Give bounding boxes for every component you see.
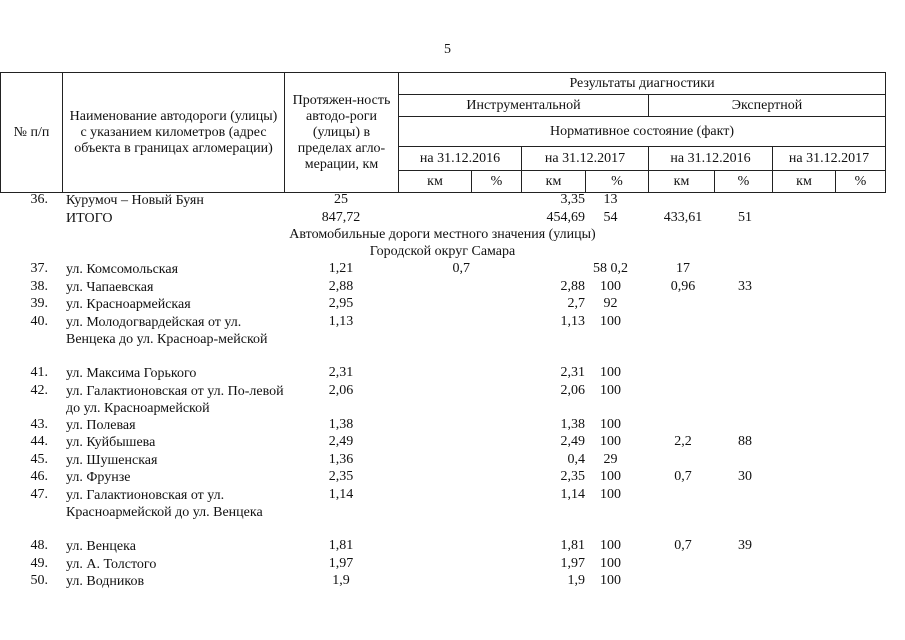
- instr-2017-km: 1,38: [560, 416, 585, 432]
- instr-2017-pct: 100: [600, 538, 621, 553]
- header-normative: Нормативное состояние (факт): [399, 117, 886, 147]
- row-number: 50.: [30, 573, 48, 588]
- header-pct: %: [472, 171, 522, 193]
- table-row: [0, 296, 885, 314]
- road-length: 2,88: [328, 278, 354, 294]
- table-row: [0, 192, 885, 210]
- row-number: 38.: [30, 278, 48, 294]
- instr-2017-km: 2,35: [560, 469, 585, 484]
- row-number: 39.: [30, 296, 48, 311]
- instr-2017-pct: 13: [603, 192, 618, 207]
- header-num: № п/п: [1, 73, 63, 193]
- road-length: 2,95: [328, 296, 354, 311]
- expert-2016-pct: 30: [738, 469, 752, 484]
- road-name: ул. Максима Горького: [66, 366, 197, 381]
- instr-2017-pct: 100: [600, 313, 621, 329]
- header-pct: %: [715, 171, 773, 193]
- expert-2016-km: 0,7: [674, 538, 692, 553]
- road-name: ул. Фрунзе: [66, 470, 131, 485]
- instr-2017-km: 2,88: [560, 278, 585, 294]
- header-km: км: [773, 171, 836, 193]
- instr-2017-pct: 100: [600, 486, 621, 502]
- row-number: 42.: [30, 382, 48, 398]
- expert-2016-km: 433,61: [663, 209, 703, 225]
- row-number: 41.: [30, 365, 48, 380]
- instr-2017-pct: 100: [600, 555, 621, 571]
- instr-2017-km: 2,06: [560, 382, 585, 398]
- road-name: ул. Галактионовская от ул. По-левой до ул. Красноармейской: [66, 383, 284, 416]
- instr-2017-km: 2,49: [560, 434, 585, 449]
- expert-2016-km: 0,7: [674, 469, 692, 484]
- road-length: 1,36: [328, 451, 354, 467]
- instr-2017-km: 0,4: [567, 451, 585, 467]
- page-number: 5: [444, 42, 451, 57]
- instr-2017-pct: 58 0,2: [593, 261, 628, 276]
- table-row: [0, 261, 885, 279]
- row-number: 46.: [30, 469, 48, 484]
- road-length: 2,31: [328, 365, 354, 380]
- table-row: [0, 417, 885, 435]
- instr-2016-km: 0,7: [452, 261, 470, 276]
- instr-2017-pct: 100: [600, 416, 621, 432]
- road-length: 1,9: [332, 573, 350, 588]
- header-length: Протяжен-ность автодо-роги (улицы) в пределах агло-мерации, км: [285, 73, 399, 193]
- road-length: 847,72: [321, 209, 361, 225]
- expert-2016-pct: 39: [738, 538, 752, 553]
- instr-2017-km: 3,35: [560, 192, 585, 207]
- instr-2017-km: 1,13: [560, 313, 585, 329]
- header-date-4: на 31.12.2017: [773, 147, 886, 171]
- road-name: ул. Шушенская: [66, 452, 158, 468]
- road-length: 1,14: [328, 486, 354, 502]
- header-pct: %: [836, 171, 886, 193]
- road-name: ул. А. Толстого: [66, 556, 157, 572]
- road-name: ИТОГО: [66, 210, 113, 226]
- instr-2017-km: 1,97: [560, 555, 585, 571]
- table-row: [0, 383, 885, 417]
- road-name: ул. Комсомольская: [66, 262, 179, 277]
- instr-2017-km: 2,31: [560, 365, 585, 380]
- instr-2017-pct: 100: [600, 382, 621, 398]
- road-length: 1,38: [328, 416, 354, 432]
- road-length: 1,13: [328, 313, 354, 329]
- section-subtitle: Городской округ Самара: [369, 244, 516, 259]
- header-date-1: на 31.12.2016: [399, 147, 522, 171]
- header-date-2: на 31.12.2017: [522, 147, 649, 171]
- row-number: 49.: [30, 555, 48, 571]
- road-length: 1,97: [328, 555, 354, 571]
- header-km: км: [522, 171, 586, 193]
- expert-2016-pct: 33: [738, 278, 752, 294]
- table-row: [0, 469, 885, 487]
- road-name: ул. Водников: [66, 574, 145, 589]
- header-name: Наименование автодороги (улицы) с указанием километров (адрес объекта в границах агломерации): [63, 73, 285, 193]
- instr-2017-pct: 92: [603, 296, 618, 311]
- row-number: 43.: [30, 416, 48, 432]
- road-name: ул. Галактионовская от ул. Красноармейской до ул. Венцека: [66, 487, 263, 520]
- table-header: [0, 72, 886, 193]
- instr-2017-km: 454,69: [546, 209, 585, 225]
- expert-2016-pct: 88: [738, 434, 752, 449]
- row-number: 45.: [30, 451, 48, 467]
- table-row: [0, 314, 885, 366]
- row-number: 37.: [30, 261, 48, 276]
- header-instrumental: Инструментальной: [399, 95, 649, 117]
- table-row: [0, 487, 885, 539]
- road-name: ул. Чапаевская: [66, 279, 154, 295]
- header-expert: Экспертной: [649, 95, 886, 117]
- instr-2017-km: 1,9: [567, 573, 585, 588]
- instr-2017-pct: 100: [600, 365, 621, 380]
- instr-2017-km: 1,14: [560, 486, 585, 502]
- road-length: 25: [334, 192, 348, 207]
- road-length: 1,81: [328, 538, 354, 553]
- instr-2017-km: 2,7: [567, 296, 585, 311]
- row-number: 36.: [30, 192, 48, 207]
- table-row: [0, 279, 885, 297]
- instr-2017-pct: 100: [600, 278, 621, 294]
- expert-2016-km: 2,2: [674, 434, 692, 449]
- row-number: 47.: [30, 486, 48, 502]
- header-km: км: [399, 171, 472, 193]
- row-number: 40.: [30, 313, 48, 329]
- expert-2016-km: 17: [676, 261, 690, 276]
- table-row: [0, 452, 885, 470]
- expert-2016-pct: 51: [738, 209, 752, 225]
- road-name: ул. Молодогвардейская от ул. Венцека до ул. Красноар-мейской: [66, 314, 268, 347]
- road-name: ул. Красноармейская: [66, 297, 191, 312]
- header-pct: %: [586, 171, 649, 193]
- road-length: 2,35: [328, 469, 354, 484]
- road-name: ул. Полевая: [66, 417, 136, 433]
- instr-2017-pct: 100: [600, 434, 621, 449]
- expert-2016-km: 0,96: [670, 278, 696, 294]
- instr-2017-pct: 100: [600, 573, 621, 588]
- row-number: 44.: [30, 434, 48, 449]
- road-name: Курумоч – Новый Буян: [66, 193, 204, 208]
- table-row: [0, 434, 885, 452]
- instr-2017-pct: 100: [600, 469, 621, 484]
- header-results: Результаты диагностики: [399, 73, 886, 95]
- header-km: км: [649, 171, 715, 193]
- header-date-3: на 31.12.2016: [649, 147, 773, 171]
- instr-2017-pct: 29: [603, 451, 618, 467]
- road-name: ул. Венцека: [66, 539, 136, 554]
- table-body: [0, 192, 885, 591]
- table-row: [0, 538, 885, 556]
- table-row: [0, 573, 885, 591]
- section-title: Автомобильные дороги местного значения (улицы): [289, 227, 596, 242]
- road-length: 2,49: [328, 434, 354, 449]
- table-row: [0, 365, 885, 383]
- road-name: ул. Куйбышева: [66, 435, 156, 450]
- road-length: 2,06: [328, 382, 354, 398]
- table-row: [0, 556, 885, 574]
- instr-2017-km: 1,81: [560, 538, 585, 553]
- table-row: [0, 210, 885, 228]
- road-length: 1,21: [328, 261, 354, 276]
- row-number: 48.: [30, 538, 48, 553]
- instr-2017-pct: 54: [603, 209, 618, 225]
